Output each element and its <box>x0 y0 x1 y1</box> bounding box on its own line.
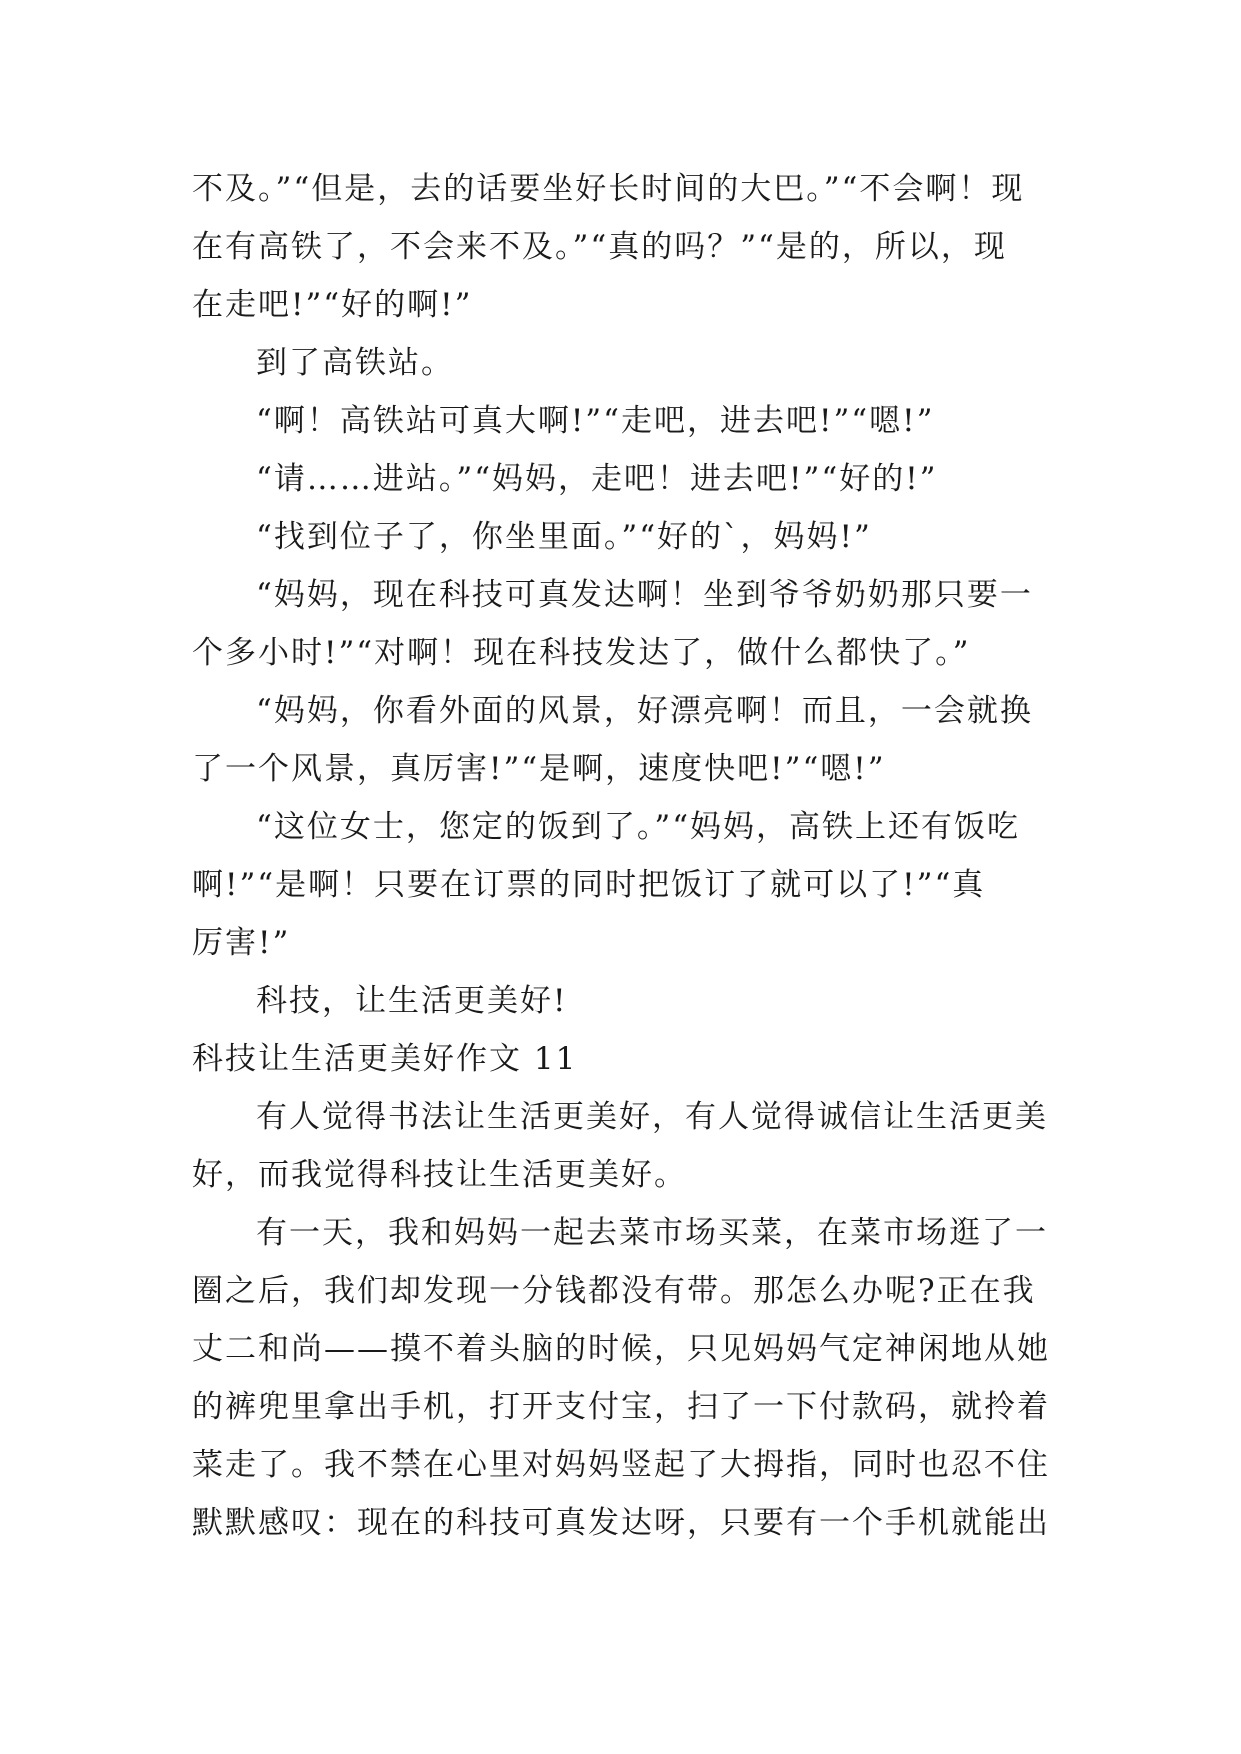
text-line-10: “妈妈，你看外面的风景，好漂亮啊！而且，一会就换 <box>256 693 1033 729</box>
document-page <box>192 160 1052 1552</box>
text-line-18: 好，而我觉得科技让生活更美好。 <box>192 1157 687 1193</box>
text-line-21: 丈二和尚——摸不着头脑的时候，只见妈妈气定神闲地从她 <box>192 1331 1050 1367</box>
text-line-23: 菜走了。我不禁在心里对妈妈竖起了大拇指，同时也忍不住 <box>192 1447 1050 1483</box>
text-line-11: 了一个风景，真厉害!”“是啊，速度快吧!”“嗯!” <box>192 751 886 787</box>
text-line-3: 在走吧!”“好的啊!” <box>192 287 473 323</box>
text-line-1: 不及。”“但是，去的话要坐好长时间的大巴。”“不会啊！现 <box>192 171 1025 207</box>
text-line-20: 圈之后，我们却发现一分钱都没有带。那怎么办呢?正在我 <box>192 1273 1036 1309</box>
text-line-9: 个多小时!”“对啊！现在科技发达了，做什么都快了。” <box>192 635 971 671</box>
text-line-12: “这位女士，您定的饭到了。”“妈妈，高铁上还有饭吃 <box>256 809 1021 845</box>
text-line-4: 到了高铁站。 <box>256 345 454 381</box>
text-line-19: 有一天，我和妈妈一起去菜市场买菜，在菜市场逛了一 <box>256 1215 1048 1251</box>
text-line-22: 的裤兜里拿出手机，打开支付宝，扫了一下付款码，就拎着 <box>192 1389 1050 1425</box>
text-line-15: 科技，让生活更美好! <box>256 983 568 1019</box>
text-line-24: 默默感叹：现在的科技可真发达呀，只要有一个手机就能出 <box>192 1505 1050 1541</box>
text-line-5: “啊！高铁站可真大啊!”“走吧，进去吧!”“嗯!” <box>256 403 935 439</box>
text-line-8: “妈妈，现在科技可真发达啊！坐到爷爷奶奶那只要一 <box>256 577 1033 613</box>
text-line-6: “请……进站。”“妈妈，走吧！进去吧!”“好的!” <box>256 461 938 497</box>
text-line-2: 在有高铁了，不会来不及。”“真的吗？”“是的，所以，现 <box>192 229 1007 265</box>
text-line-17: 有人觉得书法让生活更美好，有人觉得诚信让生活更美 <box>256 1099 1048 1135</box>
text-line-14: 厉害!” <box>192 925 291 961</box>
text-line-13: 啊!”“是啊！只要在订票的同时把饭订了就可以了!”“真 <box>192 867 986 903</box>
section-heading: 科技让生活更美好作文 11 <box>192 1041 578 1077</box>
text-line-7: “找到位子了，你坐里面。”“好的`，妈妈!” <box>256 519 872 555</box>
